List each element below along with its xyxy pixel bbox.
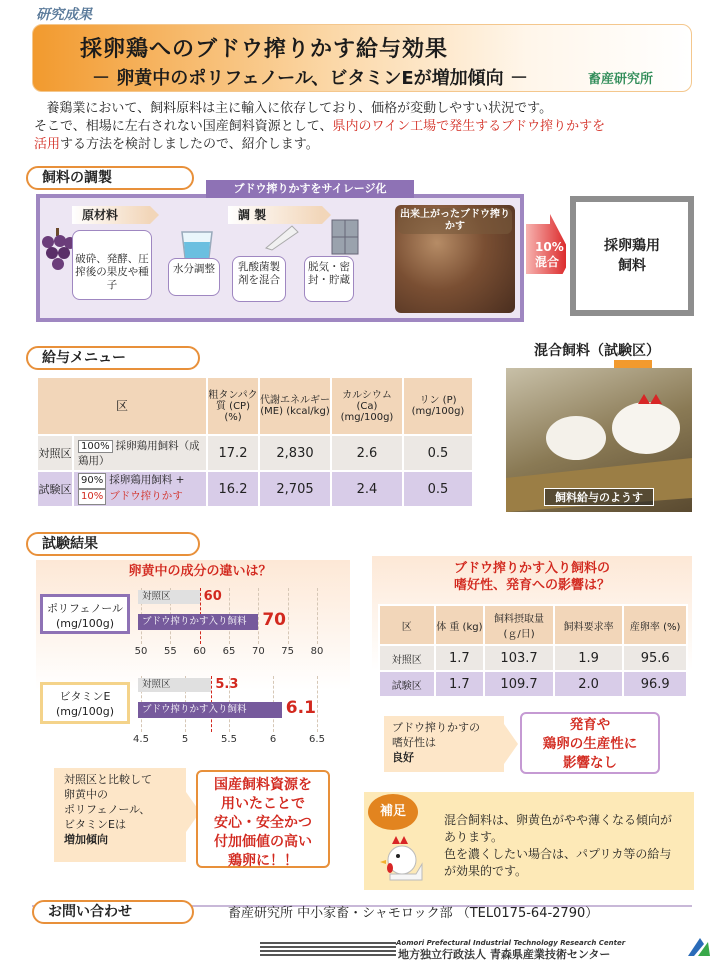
palatability-table — [378, 604, 688, 698]
step-materials — [72, 230, 152, 300]
menu-row-cp: 17.2 — [207, 435, 259, 471]
pref-row-intake: 109.7 — [484, 671, 554, 697]
silage-banner: ブドウ搾りかすをサイレージ化 — [206, 180, 414, 198]
palatability-title — [372, 560, 692, 594]
polyphenol-label-box — [40, 594, 130, 634]
menu-row-test — [37, 471, 473, 507]
powder-packet-icon — [262, 222, 300, 252]
results-callout-line-4: 付加価値の高い — [214, 834, 312, 850]
results-callout-line-2: 用いたことで — [221, 796, 305, 812]
menu-header-group: 区 — [37, 377, 207, 435]
intro-paragraph — [34, 100, 694, 154]
step-lactic — [232, 256, 286, 302]
vitamin-e-tick-label: 5 — [181, 734, 189, 745]
feeding-photo-caption: 飼料給与のようす — [544, 488, 654, 506]
results-note-line-1: 対照区と比較して — [64, 773, 152, 786]
results-pane-title: 卵黄中の成分の違いは？ — [128, 564, 272, 579]
pref-header-intake: 飼料摂取量 (ｇ/日) — [484, 605, 554, 645]
polyphenol-tick-label: 75 — [281, 646, 295, 657]
step-storage — [304, 256, 354, 302]
results-callout-line-1: 国産飼料資源を — [214, 777, 312, 793]
contact-text: 畜産研究所 中小家畜・シャモロック部 （TEL0175-64-2790） — [228, 906, 599, 921]
menu-row-me: 2,830 — [259, 435, 331, 471]
pref-row-lay: 96.9 — [623, 671, 687, 697]
polyphenol-control-value: 60 — [203, 589, 222, 604]
intro-line-3a: 活用 — [34, 137, 61, 152]
section-label-results: 試験結果 — [26, 532, 200, 556]
mix-ratio-percent: 10% — [535, 240, 564, 254]
polyphenol-tick-label: 50 — [134, 646, 148, 657]
section-label-contact: お問い合わせ — [32, 900, 194, 924]
supplement-text — [444, 812, 690, 880]
pref-row-fcr: 1.9 — [554, 645, 623, 671]
menu-row-feed: 採卵鶏用飼料（成鶏用） — [78, 440, 200, 467]
layer-feed-label-1: 採卵鶏用 — [604, 238, 660, 254]
menu-header-cp: 粗タンパク質 (CP) (%) — [207, 377, 259, 435]
intro-line-2b: 県内のワイン工場で発生するブドウ搾りかすを — [332, 119, 606, 134]
menu-row-me: 2,705 — [259, 471, 331, 507]
vitamin-e-tick-label: 6 — [269, 734, 277, 745]
palatability-note-line-3: 良好 — [392, 751, 414, 764]
footer-stripes — [260, 942, 396, 958]
palatability-title-line-2: 嗜好性、発育への影響は？ — [453, 578, 610, 593]
process-label: 調 製 — [238, 208, 267, 222]
results-callout — [196, 770, 330, 868]
pref-row-lay: 95.6 — [623, 645, 687, 671]
page-subtitle: － 卵黄中のポリフェノール、ビタミンEが増加傾向 － — [92, 68, 528, 89]
pref-row-control — [379, 645, 687, 671]
supplement-line-3: 色を濃くしたい場合は、パプリカ等の給与 — [444, 847, 672, 861]
polyphenol-gridline — [258, 588, 259, 644]
feed-menu-table — [36, 376, 474, 508]
palatability-note-line-2: 嗜好性は — [392, 736, 436, 749]
intro-line-1: 養鶏業において、飼料原料は主に輸入に依存しており、価格が変動しやすい状況です。 — [46, 101, 553, 116]
mix-ratio-word: 混合 — [535, 255, 560, 269]
footer-org-en: Aomori Prefectural Industrial Technology Research Center — [396, 939, 626, 947]
menu-row-p: 0.5 — [403, 435, 473, 471]
materials-label: 原材料 — [82, 208, 119, 222]
polyphenol-label: ポリフェノール — [46, 602, 124, 615]
grape-pomace-caption: 出来上がったブドウ搾りかす — [400, 209, 510, 232]
vitamin-e-label-box — [40, 682, 130, 724]
menu-header-ca: カルシウム (Ca) (mg/100g) — [331, 377, 403, 435]
vitamin-e-gridline — [317, 676, 318, 732]
polyphenol-tick-label: 55 — [163, 646, 177, 657]
results-note-line-3: ポリフェノール、 — [64, 803, 151, 816]
vitamin-e-test-value: 6.1 — [285, 698, 316, 718]
menu-row-feed-2: ブドウ搾りかす — [109, 490, 183, 502]
vitamin-e-control-bar: 対照区 — [138, 678, 211, 692]
step-lactic-text: 乳酸菌製剤を混合 — [238, 261, 280, 286]
step-storage-text: 脱気・密封・貯蔵 — [308, 261, 350, 286]
vitamin-e-label: ビタミンE — [59, 690, 111, 703]
menu-row-cp: 16.2 — [207, 471, 259, 507]
pref-row-name: 試験区 — [379, 671, 435, 697]
results-note-line-5: 増加傾向 — [64, 833, 108, 846]
pref-row-fcr: 2.0 — [554, 671, 623, 697]
polyphenol-tick-label: 70 — [251, 646, 265, 657]
pref-header-fcr: 飼料要求率 — [554, 605, 623, 645]
step-moisture — [168, 258, 220, 296]
menu-header-p: リン (P) (mg/100g) — [403, 377, 473, 435]
polyphenol-chart — [134, 588, 324, 660]
page-title: 採卵鶏へのブドウ搾りかす給与効果 — [80, 37, 449, 62]
supplement-badge: 補足 — [368, 794, 418, 830]
palatability-callout — [520, 712, 660, 774]
mix-ratio — [535, 240, 564, 270]
step-materials-text: 破砕、発酵、圧搾後の果皮や種子 — [75, 253, 149, 291]
vitamin-e-chart — [133, 676, 325, 750]
polyphenol-gridline — [288, 588, 289, 644]
menu-header-me: 代謝エネルギー (ME) (kcal/kg) — [259, 377, 331, 435]
org-name: 畜産研究所 — [588, 72, 654, 87]
menu-row-name: 試験区 — [37, 471, 73, 507]
results-note-line-4: ビタミンEは — [64, 818, 126, 831]
layer-feed-label-2: 飼料 — [618, 258, 646, 274]
polyphenol-tick-label: 60 — [193, 646, 207, 657]
results-callout-line-3: 安心・安全かつ — [214, 815, 312, 831]
polyphenol-control-bar: 対照区 — [138, 590, 200, 604]
menu-row-ca: 2.4 — [331, 471, 403, 507]
vitamin-e-tick-label: 4.5 — [133, 734, 149, 745]
pref-row-intake: 103.7 — [484, 645, 554, 671]
layer-feed-box — [570, 196, 694, 316]
palatability-callout-line-1: 発育や — [569, 717, 611, 733]
pref-header-weight: 体 重 (kg) — [435, 605, 485, 645]
palatability-title-line-1: ブドウ搾りかす入り飼料の — [453, 561, 610, 576]
pref-row-weight: 1.7 — [435, 645, 485, 671]
menu-row-tag: 100% — [78, 440, 113, 453]
supplement-line-2: あります。 — [444, 830, 504, 844]
results-note-line-2: 卵黄中の — [64, 788, 108, 801]
menu-row-name: 対照区 — [37, 435, 73, 471]
polyphenol-tick-label: 80 — [310, 646, 324, 657]
vitamin-e-test-bar: ブドウ搾りかす入り飼料 — [138, 702, 282, 718]
pref-row-weight: 1.7 — [435, 671, 485, 697]
footer-org-jp: 地方独立行政法人 青森県産業技術センター — [398, 948, 611, 961]
menu-row-control — [37, 435, 473, 471]
menu-row-p: 0.5 — [403, 471, 473, 507]
palatability-arrow-icon — [504, 724, 518, 764]
intro-line-2a: そこで、相場に左右されない国産飼料資源として、 — [34, 119, 333, 134]
palatability-callout-line-3: 影響なし — [563, 755, 617, 771]
palatability-note — [384, 716, 504, 772]
polyphenol-tick-label: 65 — [222, 646, 236, 657]
section-label-preparation: 飼料の調製 — [26, 166, 194, 190]
mixed-feed-title: 混合飼料（試験区） — [534, 343, 660, 359]
results-callout-line-5: 鶏卵に！！ — [228, 853, 298, 869]
menu-row-ca: 2.6 — [331, 435, 403, 471]
palatability-note-line-1: ブドウ搾りかすの — [392, 721, 480, 734]
polyphenol-test-bar: ブドウ搾りかす入り飼料 — [138, 614, 258, 630]
vitamin-e-control-value: 5.3 — [215, 677, 239, 692]
step-moisture-text: 水分調整 — [173, 263, 215, 275]
section-label-menu: 給与メニュー — [26, 346, 200, 370]
supplement-line-1: 混合飼料は、卵黄色がやや薄くなる傾向が — [444, 813, 673, 827]
storage-cabinet-icon — [330, 218, 360, 256]
results-note — [54, 768, 186, 862]
menu-row-tag: 90% — [78, 473, 106, 489]
menu-row-tag-2: 10% — [78, 489, 106, 505]
vitamin-e-tick-label: 6.5 — [309, 734, 325, 745]
palatability-callout-line-2: 鶏卵の生産性に — [542, 736, 638, 752]
intro-line-3b: する方法を検討しましたので、紹介します。 — [60, 137, 319, 152]
pref-row-name: 対照区 — [379, 645, 435, 671]
pref-header-group: 区 — [379, 605, 435, 645]
polyphenol-gridline — [317, 588, 318, 644]
materials-chevron — [72, 206, 150, 224]
org-logo-icon — [686, 936, 712, 958]
vitamin-e-tick-label: 5.5 — [221, 734, 237, 745]
supplement-line-4: が効果的です。 — [444, 864, 528, 878]
kicker-label: 研究成果 — [36, 7, 92, 23]
pref-row-test — [379, 671, 687, 697]
chicken-icon — [378, 834, 428, 884]
vitamin-e-unit: (mg/100g) — [56, 705, 114, 718]
menu-row-feed: 採卵鶏用飼料 + — [109, 474, 185, 486]
polyphenol-test-value: 70 — [262, 610, 286, 630]
pref-header-lay: 産卵率 (%) — [623, 605, 687, 645]
polyphenol-unit: (mg/100g) — [56, 617, 114, 630]
